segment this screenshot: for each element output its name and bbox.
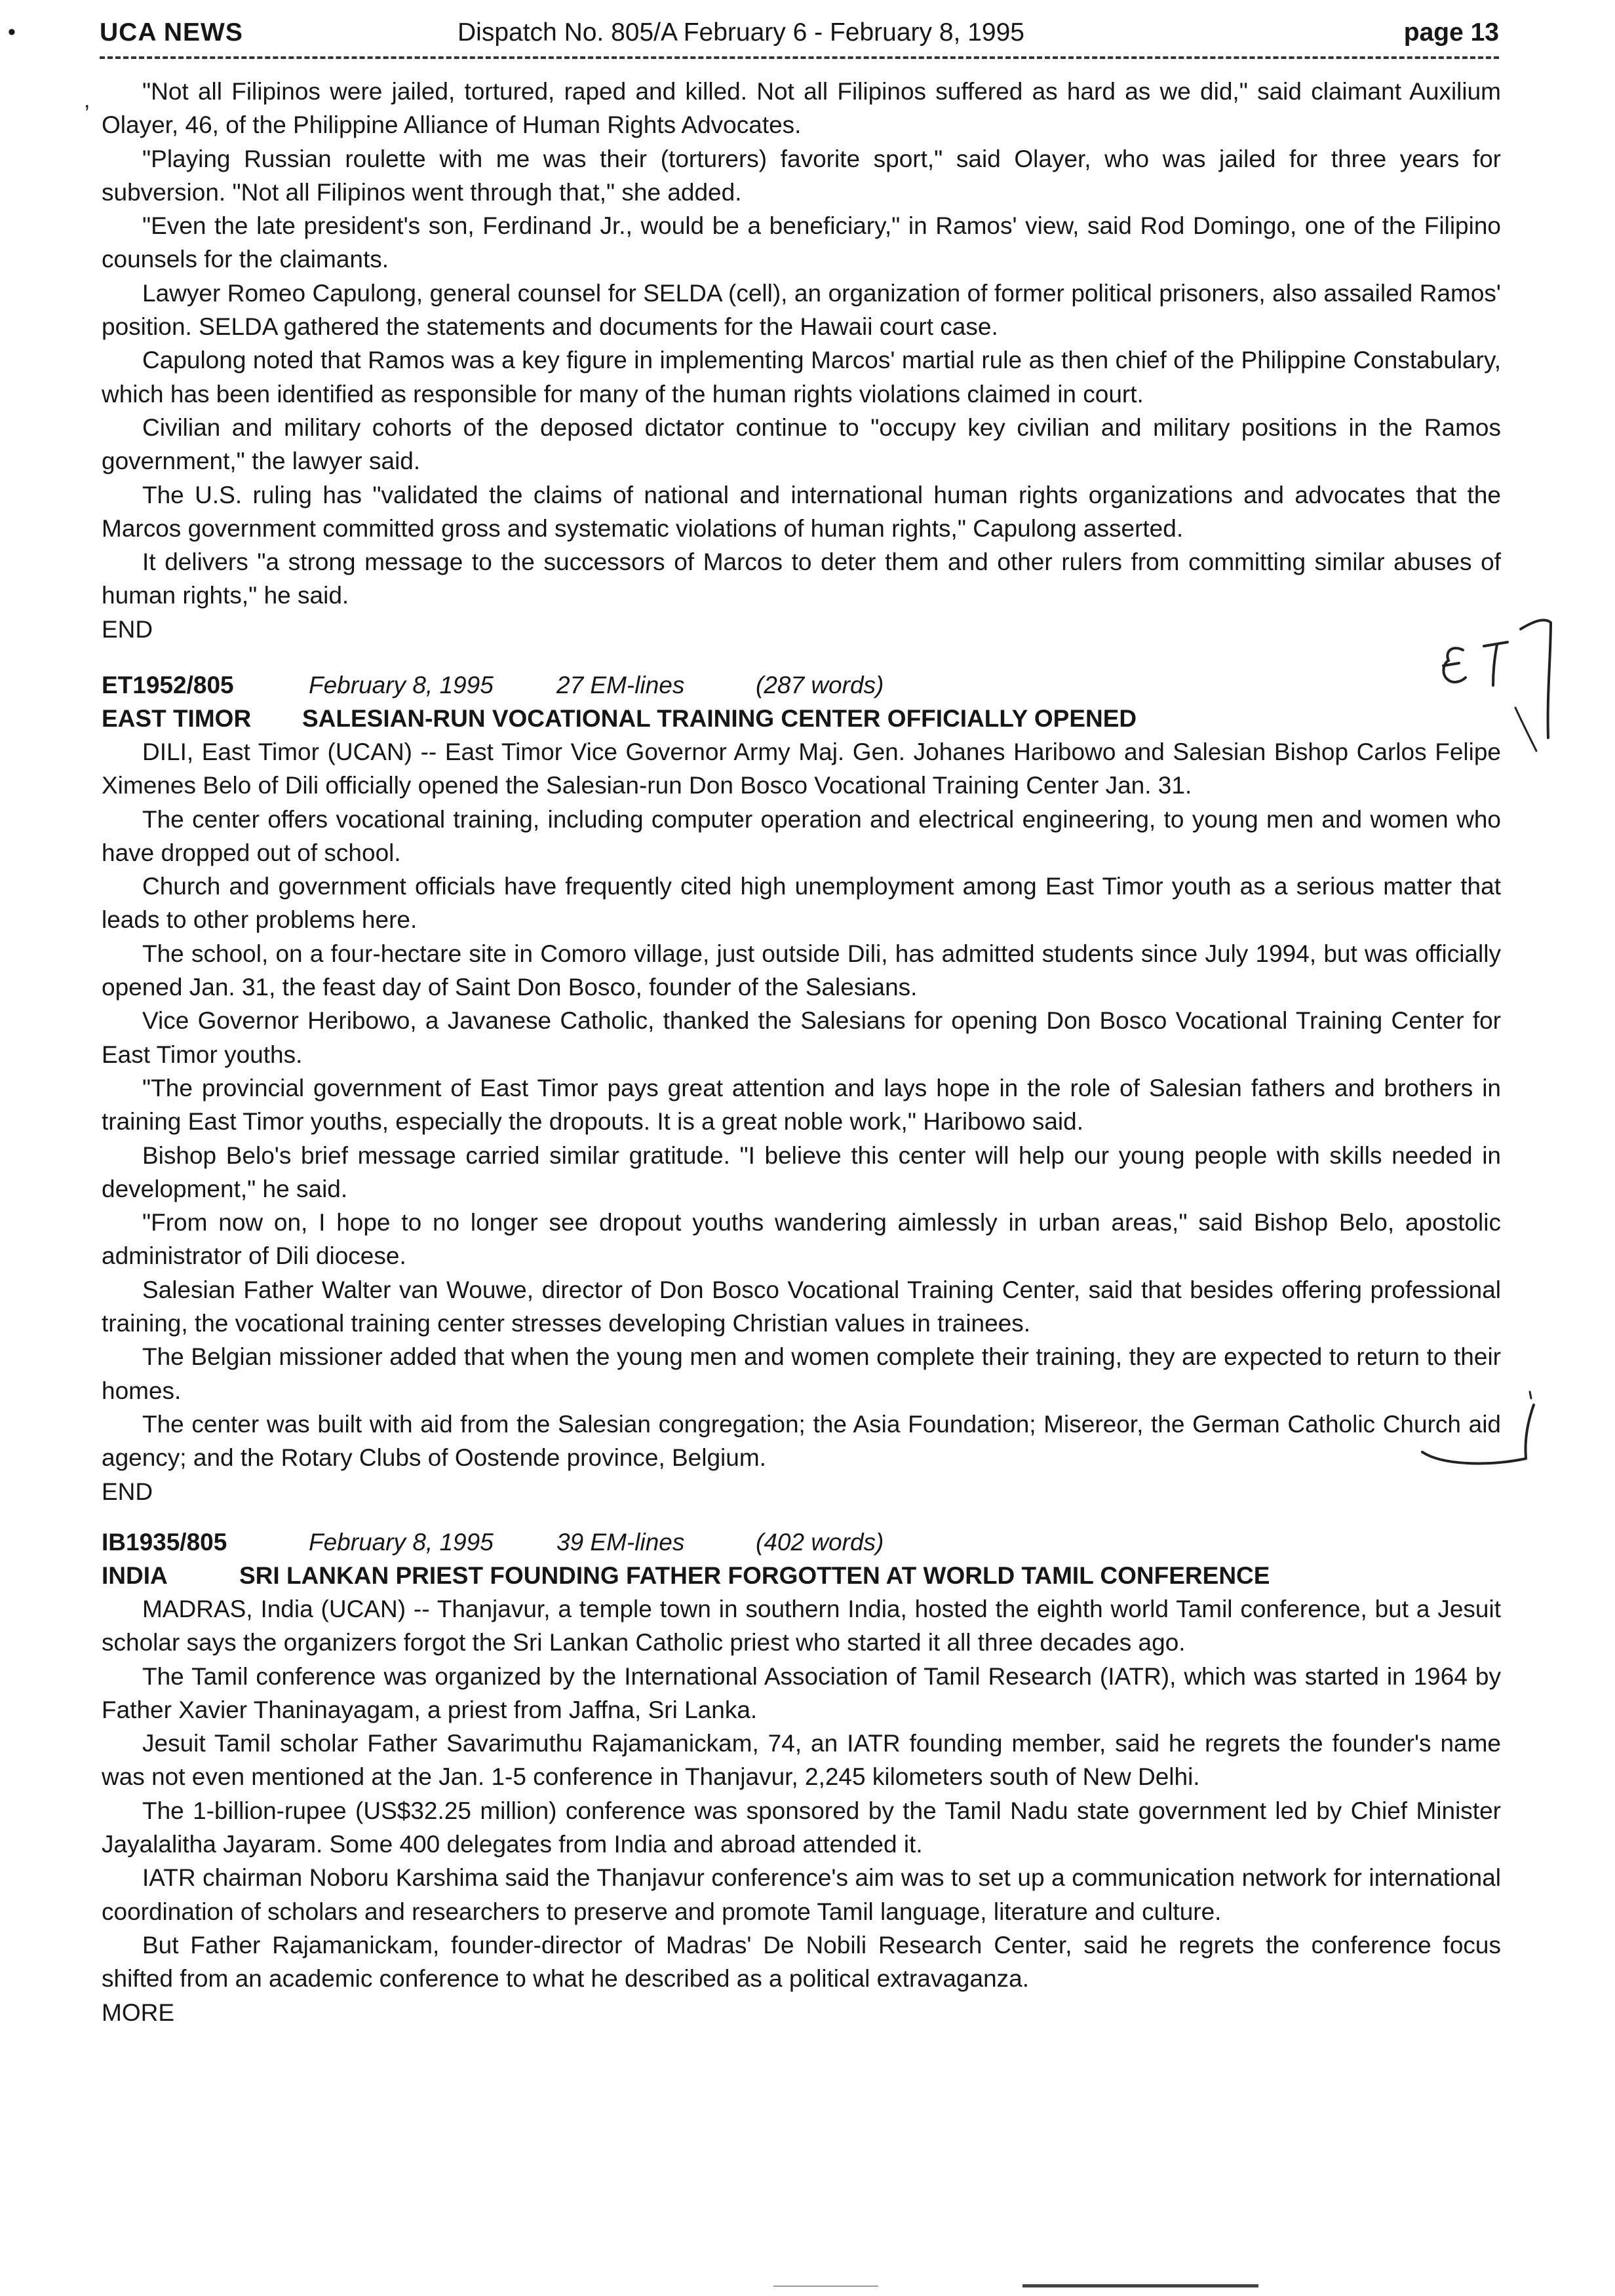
publication-name: UCA NEWS [100,18,243,47]
story-em-lines: 39 EM-lines [556,1529,685,1556]
handwritten-end-mark [1409,1389,1540,1481]
paragraph: Capulong noted that Ramos was a key figure in implementing Marcos' martial rule as then chief of the Philippine Constabulary, which has been identified as responsible for many of the human rights violations claimed in court. [102,347,1501,408]
handwritten-bracket-mark [1508,609,1573,767]
paragraph: "From now on, I hope to no longer see dropout youths wandering aimlessly in urban areas," said Bishop Belo, apostolic administrator of Dili diocese. [102,1209,1501,1270]
paragraph: The Belgian missioner added that when the young men and women complete their training, they are expected to return to their homes. [102,1343,1501,1404]
story-word-count: (287 words) [756,672,884,698]
paragraph: "Even the late president's son, Ferdinand Jr., would be a beneficiary," in Ramos' view, said Rod Domingo, one of the Filipino counsels for the claimants. [102,212,1501,273]
header-dashed-rule [100,56,1499,59]
paragraph: Civilian and military cohorts of the deposed dictator continue to "occupy key civilian and military positions in the Ramos government," the lawyer said. [102,413,1501,475]
story-continuation [102,75,1501,646]
story-east-timor [102,668,1501,1508]
story-id: IB1935/805 [102,1529,227,1556]
paragraph: Church and government officials have frequently cited high unemployment among East Timor youth as a serious matter that leads to other problems here. [102,873,1501,934]
paragraph: Jesuit Tamil scholar Father Savarimuthu Rajamanickam, 74, an IATR founding member, said he regrets the founder's name was not even mentioned at the Jan. 1-5 conference in Thanjavur, 2,245 kilometers south of New Delhi. [102,1730,1501,1791]
paragraph: But Father Rajamanickam, founder-director of Madras' De Nobili Research Center, said he regrets the conference focus shifted from an academic conference to what he described as a political extravaganza. [102,1931,1501,1993]
story-more-marker: MORE [102,1999,174,2026]
story-headline [102,1559,1501,1592]
paragraph: The Tamil conference was organized by the International Association of Tamil Research (IATR), which was started in 1964 by Father Xavier Thaninayagam, a priest from Jaffna, Sri Lanka. [102,1662,1501,1723]
paragraph: The center was built with aid from the Salesian congregation; the Asia Foundation; Misereor, the German Catholic Church aid agency; and the Rotary Clubs of Oostende province, Belgium. [102,1410,1501,1472]
story-em-lines: 27 EM-lines [556,672,685,698]
story-slug [102,668,1501,702]
page-header [100,14,1499,51]
story-end-marker: END [102,1478,153,1505]
paragraph: It delivers "a strong message to the successors of Marcos to deter them and other rulers from committing similar abuses of human rights," he said. [102,548,1501,609]
paragraph: The school, on a four-hectare site in Comoro village, just outside Dili, has admitted students since July 1994, but was officially opened Jan. 31, the feast day of Saint Don Bosco, founder of the Salesians. [102,940,1501,1001]
paragraph: Vice Governor Heribowo, a Javanese Catholic, thanked the Salesians for opening Don Bosco Vocational Training Center for East Timor youths. [102,1007,1501,1068]
headline-country: INDIA [102,1562,168,1589]
paragraph: The 1-billion-rupee (US$32.25 million) conference was sponsored by the Tamil Nadu state government led by Chief Minister Jayalalitha Jayaram. Some 400 delegates from India and abroad attended it. [102,1797,1501,1858]
paragraph: Bishop Belo's brief message carried similar gratitude. "I believe this center will help our young people with skills needed in development," he said. [102,1141,1501,1202]
scan-artifact [1022,2284,1258,2287]
story-slug [102,1525,1501,1559]
story-date: February 8, 1995 [309,1529,494,1556]
page-number: page 13 [1403,18,1499,47]
story-date: February 8, 1995 [309,672,494,698]
paragraph: The center offers vocational training, including computer operation and electrical engineering, to young men and women who have dropped out of school. [102,805,1501,866]
story-headline [102,702,1501,735]
story-end-marker: END [102,615,153,643]
margin-tick-mark: , [84,88,90,113]
paragraph: Salesian Father Walter van Wouwe, director of Don Bosco Vocational Training Center, said that besides offering professional training, the vocational training center stresses developing Christian values in trainees. [102,1276,1501,1337]
story-india [102,1525,1501,2029]
headline-country: EAST TIMOR [102,705,252,732]
paragraph: "The provincial government of East Timor pays great attention and lays hope in the role of Salesian fathers and brothers in training East Timor youths, especially the dropouts. It is a great noble work," Haribowo said. [102,1074,1501,1136]
story-word-count: (402 words) [756,1529,884,1556]
paragraph: Lawyer Romeo Capulong, general counsel for SELDA (cell), an organization of former political prisoners, also assailed Ramos' position. SELDA gathered the statements and documents for the Hawaii court case. [102,279,1501,341]
headline-text: SRI LANKAN PRIEST FOUNDING FATHER FORGOTTEN AT WORLD TAMIL CONFERENCE [239,1562,1270,1589]
headline-text: SALESIAN-RUN VOCATIONAL TRAINING CENTER OFFICIALLY OPENED [302,705,1137,732]
dispatch-info: Dispatch No. 805/A February 6 - February 8, 1995 [457,18,1024,47]
paragraph: "Not all Filipinos were jailed, tortured, raped and killed. Not all Filipinos suffered as hard as we did," said claimant Auxilium Olayer, 46, of the Philippine Alliance of Human Rights Advocates. [102,78,1501,139]
paragraph: DILI, East Timor (UCAN) -- East Timor Vice Governor Army Maj. Gen. Johanes Haribowo and Salesian Bishop Carlos Felipe Ximenes Belo of Dili officially opened the Salesian-run Don Bosco Vocational Training Center Jan. 31. [102,738,1501,799]
paragraph: The U.S. ruling has "validated the claims of national and international human rights organizations and advocates that the Marcos government committed gross and systematic violations of human rights," Capulong asserted. [102,481,1501,542]
scan-artifact [773,2286,878,2287]
story-id: ET1952/805 [102,672,234,698]
margin-dot-mark: • [8,20,16,45]
paragraph: "Playing Russian roulette with me was their (torturers) favorite sport," said Olayer, who was jailed for three years for subversion. "Not all Filipinos went through that," she added. [102,145,1501,206]
paragraph: MADRAS, India (UCAN) -- Thanjavur, a temple town in southern India, hosted the eighth world Tamil conference, but a Jesuit scholar says the organizers forgot the Sri Lankan Catholic priest who started it all three decades ago. [102,1596,1501,1656]
paragraph: IATR chairman Noboru Karshima said the Thanjavur conference's aim was to set up a communication network for international coordination of scholars and researchers to preserve and promote Tamil language, literature and culture. [102,1864,1501,1925]
